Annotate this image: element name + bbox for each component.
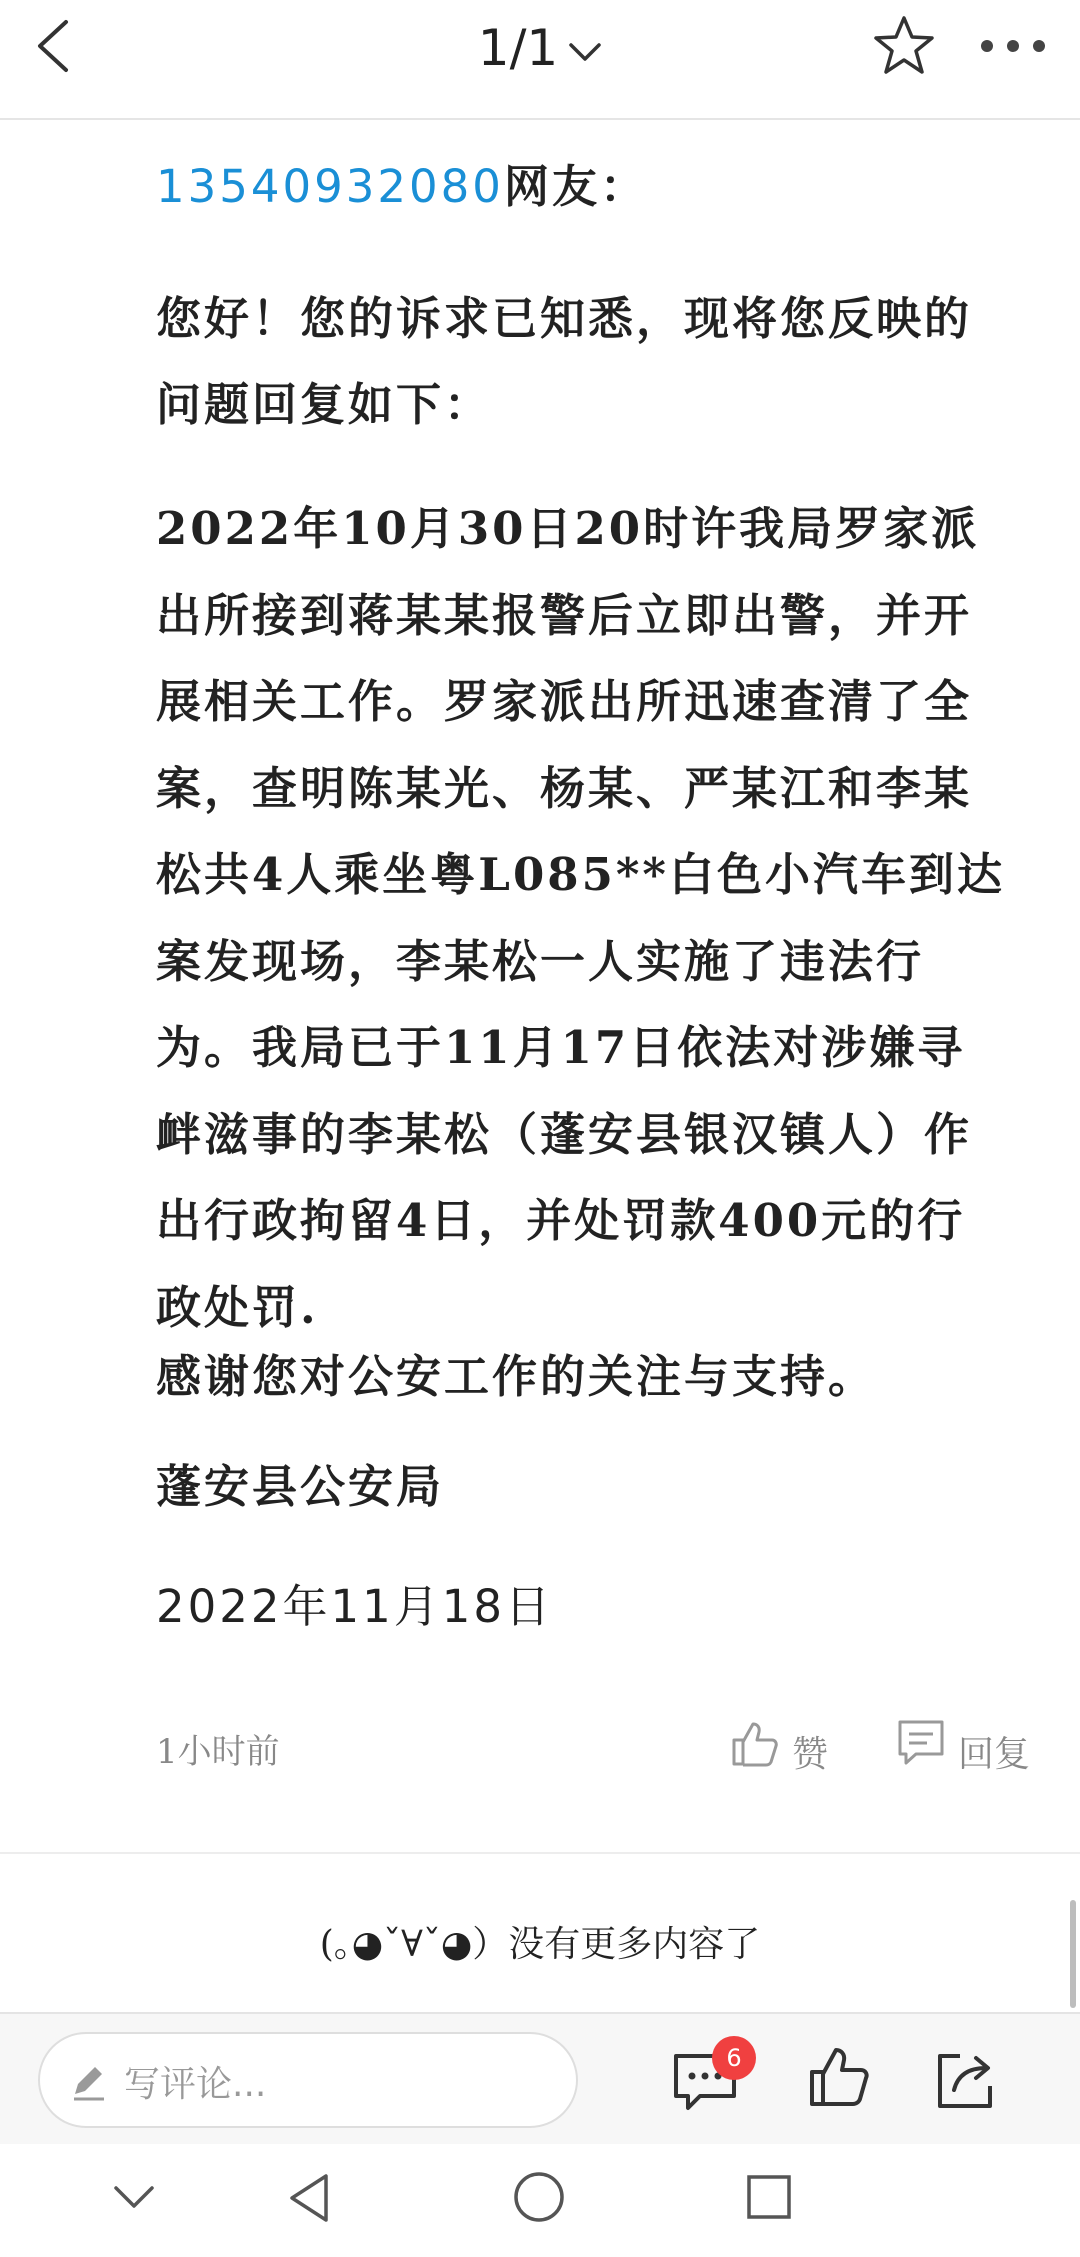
chevron-down-icon[interactable] — [112, 2182, 156, 2212]
thumbs-up-icon[interactable] — [806, 2044, 872, 2110]
more-options-icon[interactable] — [978, 24, 1048, 68]
page-title: 1/1 — [477, 19, 559, 77]
top-bar — [0, 0, 1080, 120]
comment-placeholder: 写评论... — [124, 2064, 267, 2105]
star-icon[interactable] — [872, 14, 936, 78]
no-more-content-text: (｡◕ˇ∀ˇ◕）没有更多内容了 — [319, 1924, 761, 1965]
chevron-down-icon — [568, 41, 602, 63]
share-icon[interactable] — [934, 2048, 998, 2112]
nav-recents-icon[interactable] — [746, 2174, 792, 2220]
comment-count-badge: 6 — [712, 2036, 756, 2080]
hello-paragraph: 您好！您的诉求已知悉，现将您反映的问题回复如下： — [156, 292, 973, 431]
like-label: 赞 — [792, 1734, 829, 1775]
nav-home-icon[interactable] — [512, 2170, 566, 2224]
divider — [0, 1852, 1080, 1854]
reply-date: 2022年11月18日 — [156, 1580, 554, 1633]
greeting: 13540932080网友： — [156, 160, 648, 213]
scrollbar[interactable] — [1070, 1900, 1076, 2008]
signature: 蓬安县公安局 — [156, 1460, 445, 1513]
thumbs-up-icon — [728, 1716, 782, 1770]
post-time: 1小时前 — [156, 1732, 280, 1772]
reply-meta — [156, 1716, 1046, 1776]
pencil-icon — [70, 2064, 108, 2102]
reply-bubble-icon — [894, 1716, 948, 1770]
reply-body-paragraph: 2022年10月30日20时许我局罗家派出所接到蒋某某报警后立即出警，并开展相关工作。罗家派出所迅速查清了全案，查明陈某光、杨某、严某江和李某松共4人乘坐粤L085**白色小汽车到达案发现场，李某松一人实施了违法行为。我局已于11月17日依法对涉嫌寻衅滋事的李某松（蓬安县银汉镇人）作出行政拘留4日，并处罚款400元的行政处罚. — [156, 502, 1005, 1334]
comment-input[interactable] — [38, 2032, 578, 2128]
thanks-paragraph: 感谢您对公安工作的关注与支持。 — [156, 1350, 877, 1403]
user-phone-number[interactable]: 13540932080 — [156, 160, 504, 213]
comment-bar — [0, 2012, 1080, 2146]
nav-back-icon[interactable] — [286, 2172, 332, 2224]
system-navigation-bar — [0, 2144, 1080, 2257]
reply-label: 回复 — [958, 1734, 1031, 1775]
